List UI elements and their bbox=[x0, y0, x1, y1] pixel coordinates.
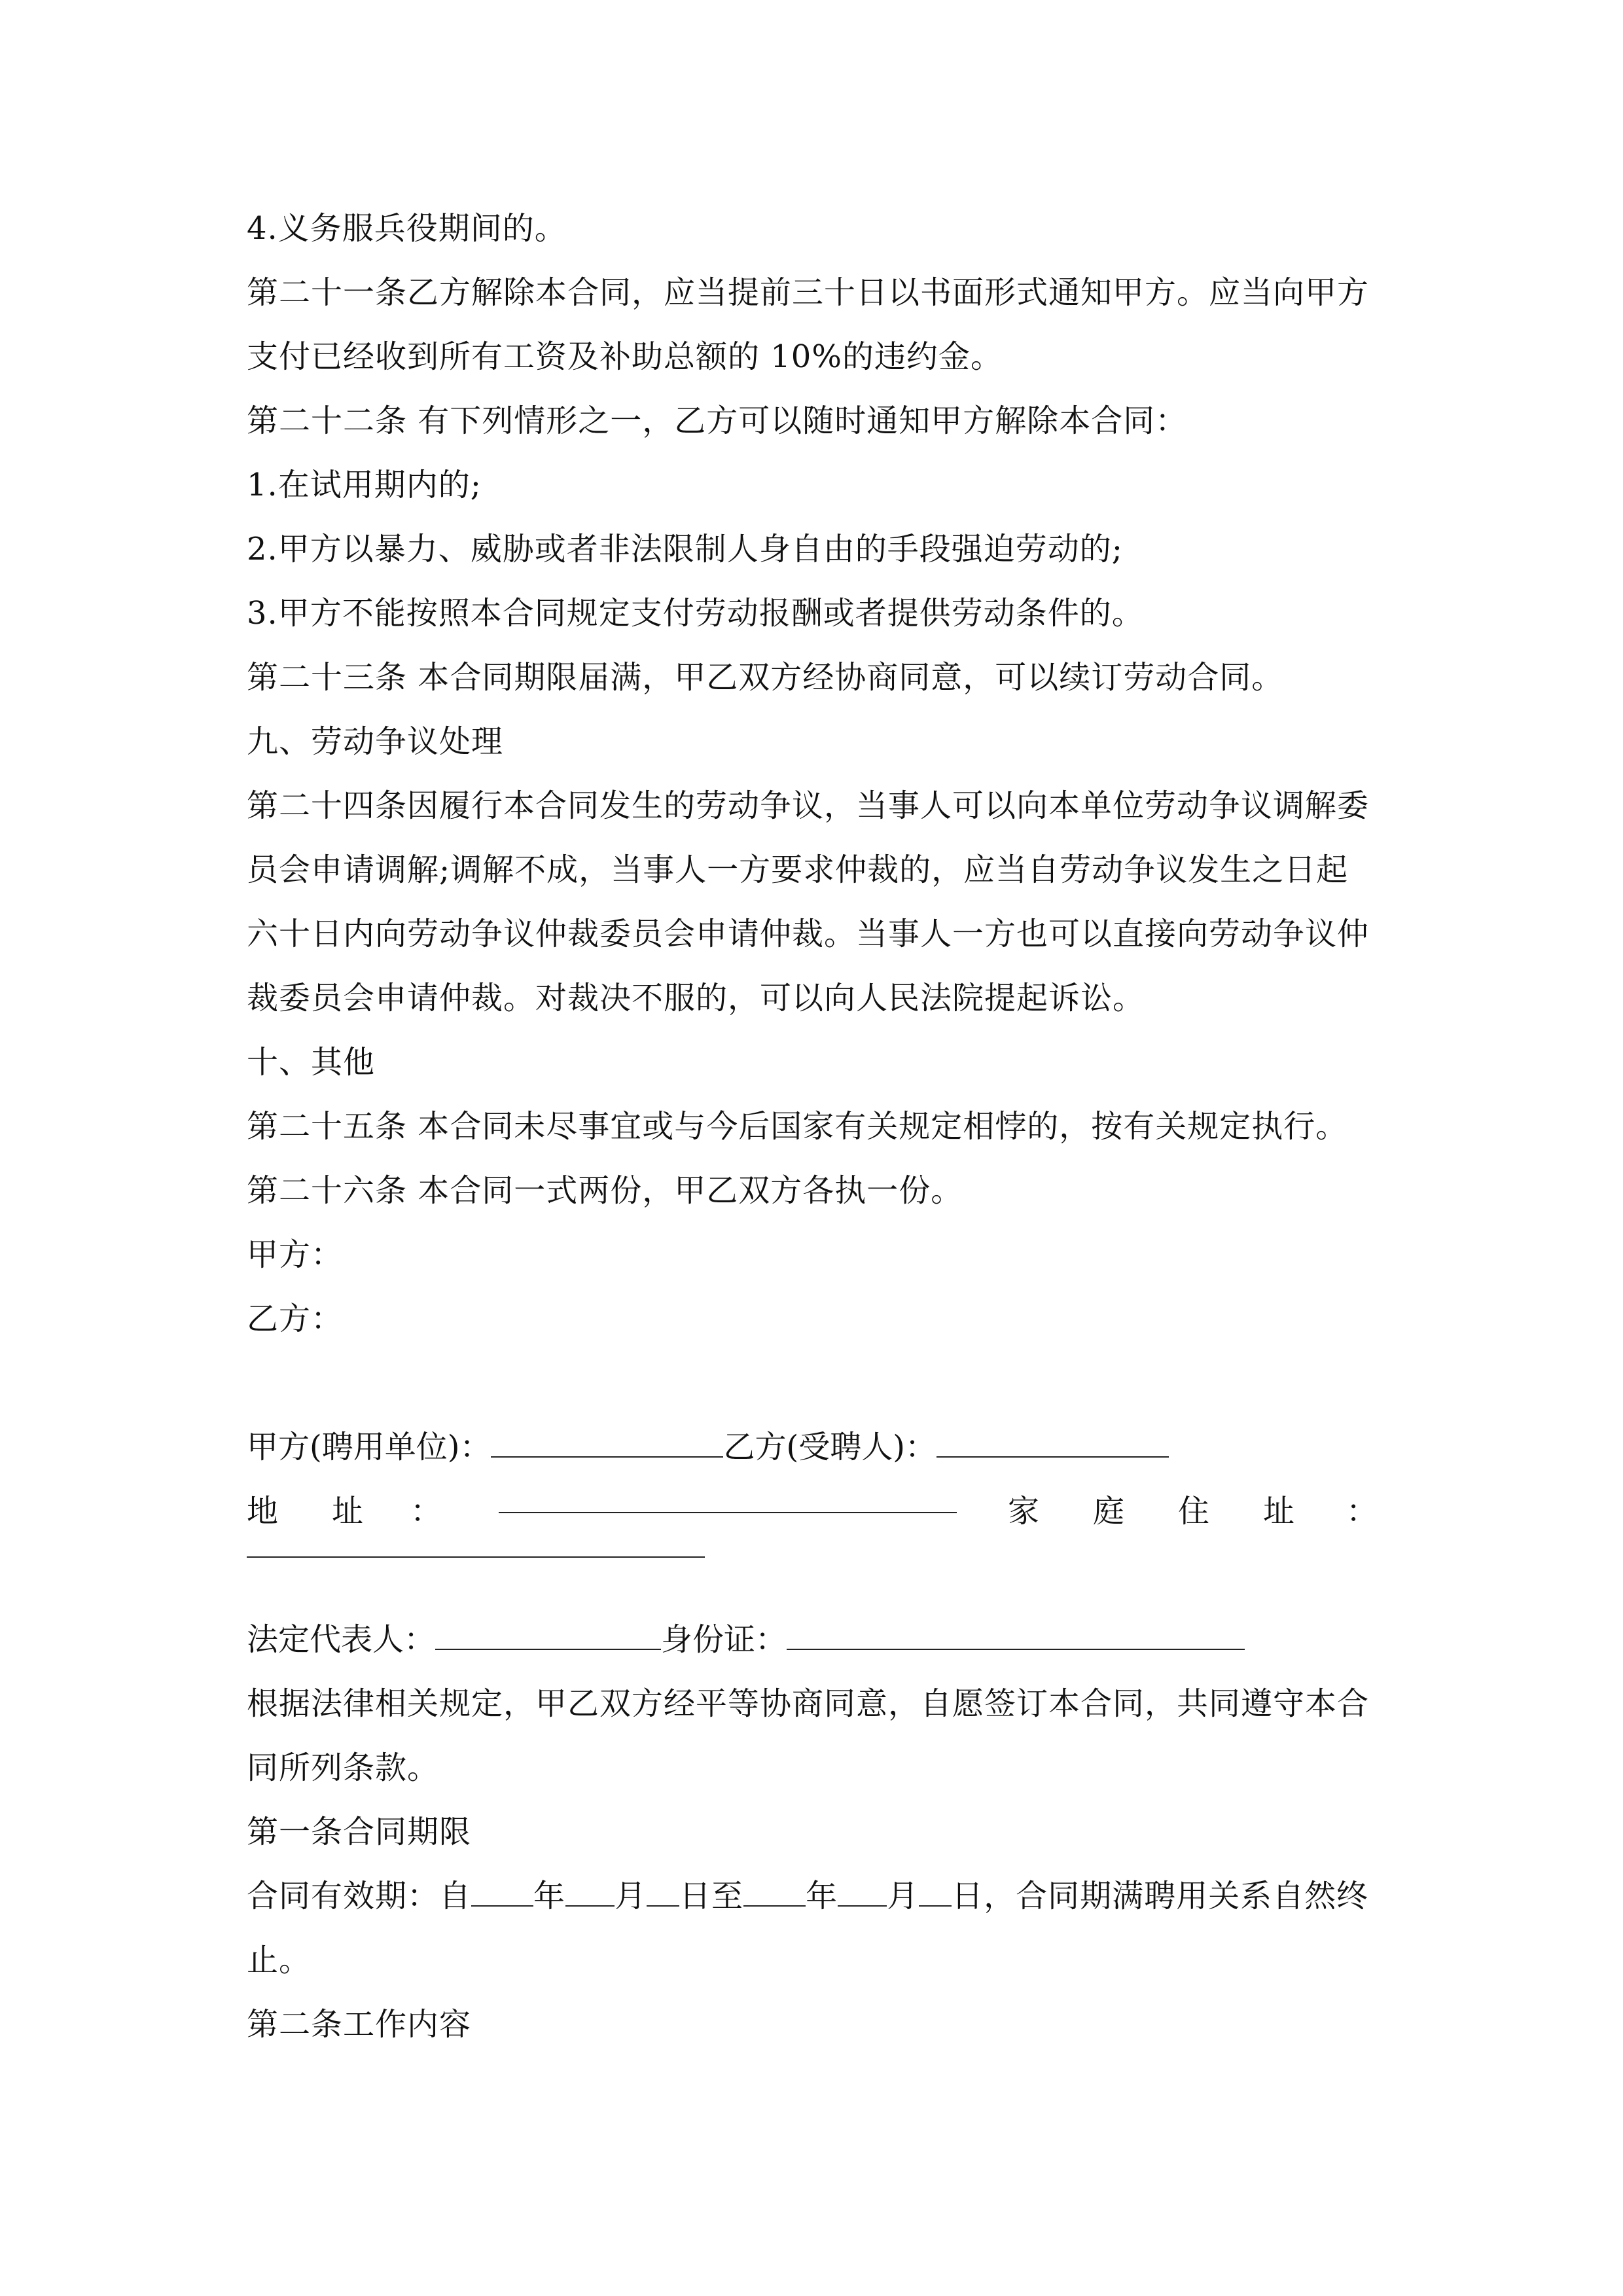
text-line: 六十日内向劳动争议仲裁委员会申请仲裁。当事人一方也可以直接向劳动争议仲 bbox=[247, 916, 1370, 952]
party-b-blank[interactable] bbox=[936, 1427, 1169, 1458]
home-address-char: 住 bbox=[1178, 1493, 1210, 1530]
start-day-blank[interactable] bbox=[647, 1876, 679, 1907]
address-char: 址 bbox=[332, 1493, 364, 1530]
validity-suffix: 日，合同期满聘用关系自然终 bbox=[952, 1878, 1369, 1914]
address-blank[interactable] bbox=[499, 1512, 957, 1513]
article-heading: 第二条工作内容 bbox=[247, 2006, 472, 2043]
home-address-char: 址 bbox=[1263, 1493, 1295, 1530]
home-address-char: ： bbox=[1346, 1493, 1378, 1530]
party-a-blank[interactable] bbox=[491, 1427, 723, 1458]
text-line: 1.在试用期内的; bbox=[247, 467, 482, 503]
contract-page bbox=[247, 196, 1379, 2056]
validity-prefix: 合同有效期：自 bbox=[247, 1878, 472, 1914]
party-a-signature-label: 甲方： bbox=[247, 1236, 344, 1273]
year-label: 年 bbox=[533, 1878, 566, 1914]
text-line: 第二十二条 有下列情形之一，乙方可以随时通知甲方解除本合同： bbox=[247, 403, 1188, 439]
address-char: ： bbox=[410, 1493, 442, 1530]
text-line: 员会申请调解;调解不成，当事人一方要求仲裁的，应当自劳动争议发生之日起 bbox=[247, 852, 1349, 888]
end-month-blank[interactable] bbox=[838, 1876, 887, 1907]
address-char: 地 bbox=[247, 1493, 279, 1530]
text-line: 第二十三条 本合同期限届满，甲乙双方经协商同意，可以续订劳动合同。 bbox=[247, 659, 1284, 696]
text-line: 同所列条款。 bbox=[247, 1749, 440, 1786]
home-address-char: 庭 bbox=[1093, 1493, 1125, 1530]
parties-row bbox=[247, 1415, 1379, 1479]
text-line: 支付已经收到所有工资及补助总额的 10%的违约金。 bbox=[247, 338, 1003, 375]
article-heading: 第一条合同期限 bbox=[247, 1814, 472, 1850]
address-row bbox=[247, 1479, 1379, 1543]
text-line: 第二十五条 本合同未尽事宜或与今后国家有关规定相悖的，按有关规定执行。 bbox=[247, 1108, 1348, 1145]
text-line: 第二十六条 本合同一式两份，甲乙双方各执一份。 bbox=[247, 1172, 963, 1209]
text-line: 2.甲方以暴力、威胁或者非法限制人身自由的手段强迫劳动的; bbox=[247, 531, 1123, 567]
text-line: 裁委员会申请仲裁。对裁决不服的，可以向人民法院提起诉讼。 bbox=[247, 980, 1145, 1016]
text-line: 4.义务服兵役期间的。 bbox=[247, 210, 567, 247]
text-line: 止。 bbox=[247, 1942, 312, 1979]
start-month-blank[interactable] bbox=[565, 1876, 615, 1907]
text-line: 第二十四条因履行本合同发生的劳动争议，当事人可以向本单位劳动争议调解委 bbox=[247, 787, 1370, 824]
year-label: 年 bbox=[806, 1878, 838, 1914]
text-line: 第二十一条乙方解除本合同，应当提前三十日以书面形式通知甲方。应当向甲方 bbox=[247, 274, 1370, 311]
legal-rep-label: 法定代表人： bbox=[247, 1621, 436, 1658]
home-address-blank[interactable] bbox=[247, 1556, 705, 1558]
id-blank[interactable] bbox=[787, 1620, 1245, 1650]
month-label: 月 bbox=[887, 1878, 919, 1914]
party-a-label: 甲方(聘用单位)： bbox=[247, 1429, 491, 1465]
section-heading: 十、其他 bbox=[247, 1044, 376, 1081]
end-day-blank[interactable] bbox=[919, 1876, 952, 1907]
month-label: 月 bbox=[615, 1878, 647, 1914]
day-to-label: 日至 bbox=[679, 1878, 744, 1914]
end-year-blank[interactable] bbox=[743, 1876, 806, 1907]
text-line: 3.甲方不能按照本合同规定支付劳动报酬或者提供劳动条件的。 bbox=[247, 595, 1144, 632]
rep-id-row bbox=[247, 1607, 1379, 1672]
id-label: 身份证： bbox=[661, 1621, 787, 1658]
party-b-label: 乙方(受聘人)： bbox=[723, 1429, 936, 1465]
section-heading: 九、劳动争议处理 bbox=[247, 723, 504, 760]
text-line: 根据法律相关规定，甲乙双方经平等协商同意，自愿签订本合同，共同遵守本合 bbox=[247, 1685, 1370, 1722]
home-address-blank-row bbox=[247, 1543, 1379, 1607]
home-address-char: 家 bbox=[1008, 1493, 1040, 1530]
start-year-blank[interactable] bbox=[471, 1876, 533, 1907]
party-b-signature-label: 乙方： bbox=[247, 1300, 344, 1337]
validity-line bbox=[247, 1864, 1379, 1928]
legal-rep-blank[interactable] bbox=[435, 1620, 661, 1650]
